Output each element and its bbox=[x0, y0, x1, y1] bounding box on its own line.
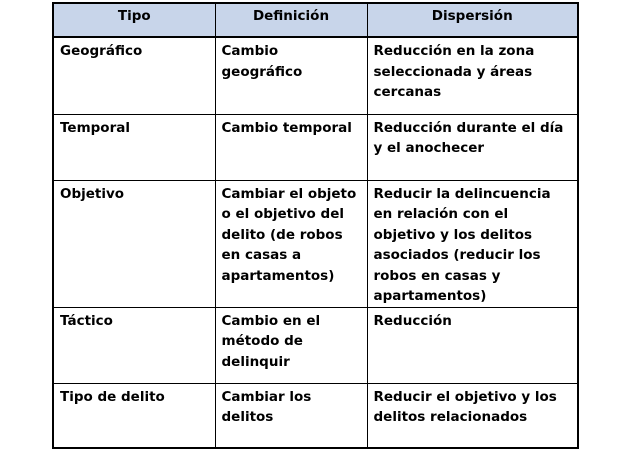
cell-dispersion: Reducir la delincuencia en relación con el objetivo y los delitos asociados (reducir los robos en casas y apartamentos) bbox=[367, 180, 578, 307]
header-tipo: Tipo bbox=[53, 3, 215, 37]
cell-tipo: Temporal bbox=[53, 114, 215, 180]
cell-definicion: Cambio en el método de delinquir bbox=[215, 307, 367, 383]
cell-definicion: Cambiar el objeto o el objetivo del delito (de robos en casas a apartamentos) bbox=[215, 180, 367, 307]
table-header-row bbox=[53, 3, 578, 37]
header-dispersion: Dispersión bbox=[367, 3, 578, 37]
table-row bbox=[53, 114, 578, 180]
cell-dispersion: Reducir el objetivo y los delitos relacionados bbox=[367, 383, 578, 448]
table-row bbox=[53, 307, 578, 383]
cell-tipo: Táctico bbox=[53, 307, 215, 383]
cell-dispersion: Reducción bbox=[367, 307, 578, 383]
header-definicion: Definición bbox=[215, 3, 367, 37]
table-row bbox=[53, 37, 578, 114]
cell-tipo: Geográfico bbox=[53, 37, 215, 114]
displacement-table bbox=[52, 2, 579, 449]
cell-tipo: Tipo de delito bbox=[53, 383, 215, 448]
cell-dispersion: Reducción durante el día y el anochecer bbox=[367, 114, 578, 180]
cell-definicion: Cambiar los delitos bbox=[215, 383, 367, 448]
table-row bbox=[53, 180, 578, 307]
cell-definicion: Cambio temporal bbox=[215, 114, 367, 180]
cell-dispersion: Reducción en la zona seleccionada y áreas cercanas bbox=[367, 37, 578, 114]
table-row bbox=[53, 383, 578, 448]
cell-tipo: Objetivo bbox=[53, 180, 215, 307]
cell-definicion: Cambio geográfico bbox=[215, 37, 367, 114]
